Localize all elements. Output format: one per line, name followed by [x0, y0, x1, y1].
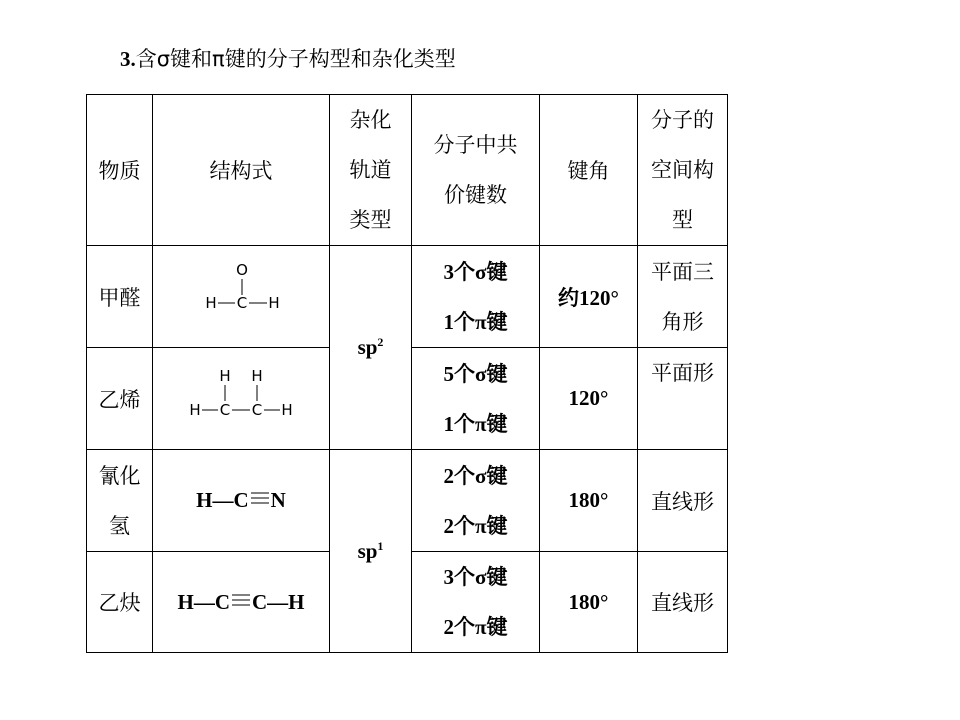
- hybrid-sp2-base: sp: [357, 335, 378, 359]
- sigma-bond-count: 2个σ键: [443, 463, 508, 488]
- substance-cell: [87, 450, 153, 552]
- header-bond-angle: 键角: [540, 95, 638, 246]
- bond-count-cell: [412, 552, 540, 653]
- table-header-row: [87, 95, 728, 246]
- atom-c: C: [236, 293, 248, 312]
- bond-angle-cell: [540, 552, 638, 653]
- sigma-bond-count: 5个σ键: [443, 361, 508, 386]
- shape-line1: 直线形: [651, 591, 714, 615]
- atom-h-right: H: [268, 293, 280, 312]
- header-formula: 结构式: [153, 95, 330, 246]
- substance-cell: 乙炔: [87, 552, 153, 653]
- header-bond-count: [412, 95, 540, 246]
- header-shape: [638, 95, 728, 246]
- pi-bond-count: 1个π键: [443, 411, 508, 436]
- header-shape-line2: 空间构: [651, 158, 714, 182]
- triple-bond-icon: [249, 491, 271, 505]
- shape-cell: [638, 552, 728, 653]
- header-shape-line3: 型: [672, 208, 693, 232]
- hybridization-table: [86, 94, 728, 653]
- shape-line1: 平面形: [651, 361, 714, 385]
- hybrid-sp2-sup: 2: [377, 335, 384, 349]
- bond-count-cell: [412, 348, 540, 450]
- shape-cell: [638, 246, 728, 348]
- substance-cell: 甲醛: [87, 246, 153, 348]
- bond-angle-text: 约120°: [558, 285, 619, 310]
- structural-formula-acetylene: [153, 552, 330, 653]
- hybrid-sp1-sup: 1: [377, 538, 384, 553]
- section-title-text: 含σ键和π键的分子构型和杂化类型: [135, 47, 456, 71]
- header-shape-line1: 分子的: [651, 108, 714, 132]
- shape-line2: 角形: [661, 309, 704, 334]
- section-title: [120, 44, 456, 74]
- table-row: [87, 246, 728, 348]
- substance-cell: 乙烯: [87, 348, 153, 450]
- triple-bond-icon: [230, 593, 252, 607]
- atom-h-right: H: [281, 400, 293, 419]
- atom-o: O: [236, 260, 248, 279]
- bond-angle-text: 180°: [568, 488, 609, 512]
- atom-h-top-left: H: [219, 366, 231, 385]
- sigma-bond-count: 3个σ键: [443, 565, 508, 589]
- sigma-bond-count: 3个σ键: [443, 259, 508, 284]
- bond-angle-cell: [540, 348, 638, 450]
- header-hybrid-line3: 类型: [349, 208, 392, 232]
- pi-bond-count: 2个π键: [443, 615, 508, 639]
- table-row: [87, 450, 728, 552]
- atom-c-left: C: [219, 400, 231, 419]
- atom-c-right: C: [251, 400, 263, 419]
- header-bonds-line2: 价键数: [444, 183, 507, 207]
- hybrid-sp2-cell: [330, 246, 412, 450]
- formula-left: H—C: [177, 589, 230, 614]
- header-hybrid-line1: 杂化: [349, 108, 392, 132]
- atom-h-top-right: H: [251, 366, 263, 385]
- bond-angle-cell: [540, 450, 638, 552]
- header-bonds-line1: 分子中共: [433, 133, 518, 157]
- formula-left: H—C: [196, 488, 249, 512]
- pi-bond-count: 2个π键: [443, 513, 508, 538]
- bond-angle-text: 180°: [568, 589, 609, 614]
- bond-angle-cell: [540, 246, 638, 348]
- formula-right: N: [270, 488, 286, 512]
- ethylene-structure: [153, 349, 329, 449]
- header-hybrid-line2: 轨道: [349, 158, 392, 182]
- structural-formula-ethylene: [153, 348, 330, 450]
- structural-formula-hcn: [153, 450, 330, 552]
- substance-line2: 氢: [109, 513, 130, 538]
- header-substance: 物质: [87, 95, 153, 246]
- pi-bond-count: 1个π键: [443, 309, 508, 334]
- shape-line1: 平面三: [651, 259, 714, 284]
- shape-cell: [638, 348, 728, 450]
- hybrid-sp1-cell: [330, 450, 412, 653]
- substance-line1: 氰化: [98, 463, 141, 488]
- header-hybrid-type: [330, 95, 412, 246]
- hybrid-sp1-base: sp: [357, 538, 378, 563]
- section-number: 3.: [120, 47, 136, 71]
- bond-count-cell: [412, 246, 540, 348]
- shape-line1: 直线形: [651, 489, 714, 514]
- bond-angle-text: 120°: [568, 386, 609, 410]
- structural-formula-formaldehyde: [153, 246, 330, 348]
- shape-cell: [638, 450, 728, 552]
- bond-count-cell: [412, 450, 540, 552]
- formaldehyde-structure: [153, 247, 329, 347]
- atom-h-left: H: [189, 400, 201, 419]
- formula-right: C—H: [252, 589, 305, 614]
- atom-h-left: H: [205, 293, 217, 312]
